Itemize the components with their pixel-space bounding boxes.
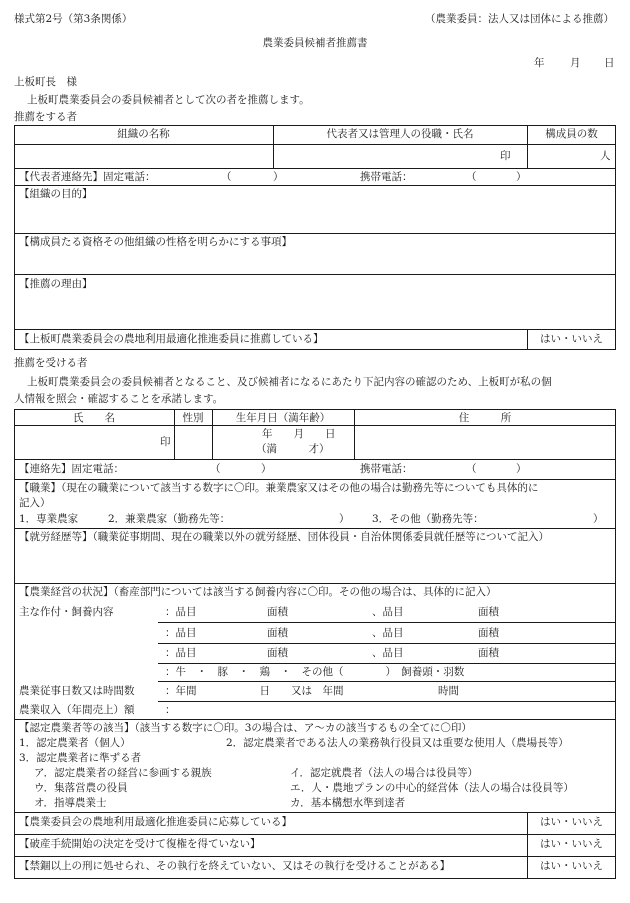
col-representative: 代表者又は管理人の役職・氏名 xyxy=(326,128,474,140)
form-number: 様式第2号（第3条関係） xyxy=(14,13,133,25)
occupation-option-2[interactable]: 2．兼業農家（勤務先等： xyxy=(108,513,231,525)
q1-yes-no[interactable]: はい・いいえ xyxy=(540,816,603,828)
divider xyxy=(14,274,616,275)
divider xyxy=(14,425,616,426)
name-field[interactable] xyxy=(16,427,156,457)
col-org-name: 組織の名称 xyxy=(117,128,170,140)
occupation-option-3[interactable]: 3．その他（勤務先等： xyxy=(372,513,484,525)
divider xyxy=(14,583,616,584)
col-gender: 性別 xyxy=(182,412,204,424)
paren-open: （ xyxy=(466,171,477,183)
reason-label: 【推薦の理由】 xyxy=(19,278,93,290)
org-purpose-label: 【組織の目的】 xyxy=(19,188,93,200)
rep-mobile-label: 携帯電話： xyxy=(360,171,413,183)
cert-option-1[interactable]: 1．認定農業者（個人） xyxy=(19,737,131,749)
area-label: 面積 xyxy=(478,606,499,618)
birth-date-field[interactable]: 年 月 日 xyxy=(262,428,336,440)
divider xyxy=(14,233,616,234)
crop-item: 、品目 xyxy=(372,627,404,639)
crop-item: 、品目 xyxy=(372,647,404,659)
divider xyxy=(158,701,616,702)
divider xyxy=(158,643,616,644)
col-members: 構成員の数 xyxy=(545,128,598,140)
divider xyxy=(14,719,616,720)
date-month: 月 xyxy=(570,57,581,69)
paren-close: ） xyxy=(339,513,350,525)
paren-open: （ xyxy=(466,463,477,475)
cert-option-2[interactable]: 2．認定農業者である法人の業務執行役員又は重要な使用人（農場長等） xyxy=(226,737,569,749)
area-label: 面積 xyxy=(267,606,288,618)
col-name: 氏 名 xyxy=(73,412,115,424)
income-field[interactable]: ： xyxy=(165,704,176,716)
livestock-options[interactable]: ：牛 ・ 豚 ・ 鶏 ・ その他（ ） 飼養頭・羽数 xyxy=(165,666,465,678)
crop-item: ：品目 xyxy=(165,606,197,618)
rep-contact-label: 【代表者連絡先】固定電話： xyxy=(19,171,156,183)
representative-field[interactable] xyxy=(275,146,500,166)
members-count-field[interactable] xyxy=(529,146,599,166)
gender-field[interactable] xyxy=(176,427,210,457)
occupation-option-1[interactable]: 1．専業農家 xyxy=(19,513,79,525)
form-note: （農業委員：法人又は団体による推薦） xyxy=(425,13,614,25)
area-label: 面積 xyxy=(267,627,288,639)
divider xyxy=(158,663,616,664)
age-field[interactable]: （満 才） xyxy=(256,443,330,455)
org-name-field[interactable] xyxy=(16,146,271,166)
consent-text: 人情報を照会・確認することを承諾します。 xyxy=(14,393,224,405)
occupation-heading: 記入） xyxy=(19,497,51,509)
work-days-label: 農業従事日数又は時間数 xyxy=(19,685,135,697)
question-bankruptcy: 【破産手続開始の決定を受けて復権を得ていない】 xyxy=(19,838,261,850)
cert-option-a[interactable]: ア．認定農業者の経営に参画する親族 xyxy=(34,767,212,779)
question-promotion: 【農業委員会の農地利用最適化推進委員に応募している】 xyxy=(19,816,292,828)
col-birth: 生年月日（満年齢） xyxy=(235,412,331,424)
crop-item: 、品目 xyxy=(372,606,404,618)
address-field[interactable] xyxy=(356,427,614,457)
date-day: 日 xyxy=(604,57,615,69)
crop-item: ：品目 xyxy=(165,627,197,639)
crops-label: 主な作付・飼養内容 xyxy=(19,606,114,618)
paren-close: ） xyxy=(261,463,272,475)
paren-open: （ xyxy=(221,171,232,183)
certified-heading: 【認定農業者等の該当】（該当する数字に〇印。3の場合は、ア～カの該当するもの全てに〇印） xyxy=(19,722,472,734)
paren-close: ） xyxy=(273,171,284,183)
members-unit: 人 xyxy=(600,150,611,162)
farm-status-heading: 【農業経営の状況】（畜産部門については該当する飼養内容に〇印。その他の場合は、具体的に記入） xyxy=(19,586,497,598)
work-days-value[interactable]: ：年間 日 又は 年間 時間 xyxy=(165,685,459,697)
divider xyxy=(158,681,616,682)
q3-yes-no[interactable]: はい・いいえ xyxy=(540,860,603,872)
career-heading: 【就労経歴等】（職業従事期間、現在の職業以外の就労経歴、団体役員・自治体関係委員就任歴等について記入） xyxy=(19,531,550,543)
divider xyxy=(14,479,616,480)
divider xyxy=(158,622,616,623)
cert-option-u[interactable]: ウ．集落営農の役員 xyxy=(34,782,128,794)
seal-mark: 印 xyxy=(500,150,511,162)
cert-option-ka[interactable]: カ．基本構想水準到達者 xyxy=(290,797,406,809)
qualification-label: 【構成員たる資格その他組織の性格を明らかにする事項】 xyxy=(19,236,292,248)
paren-close: ） xyxy=(516,171,527,183)
col-address: 住 所 xyxy=(458,412,512,424)
area-label: 面積 xyxy=(478,647,499,659)
recommender-heading: 推薦をする者 xyxy=(14,111,77,123)
divider xyxy=(14,144,616,145)
mobile-label: 携帯電話： xyxy=(360,463,413,475)
area-label: 面積 xyxy=(478,627,499,639)
contact-label: 【連絡先】固定電話： xyxy=(19,463,124,475)
occupation-heading: 【職業】（現在の職業について該当する数字に〇印。兼業農家又はその他の場合は勤務先等についても具体的に xyxy=(19,482,539,494)
paren-close: ） xyxy=(516,463,527,475)
paren-open: （ xyxy=(210,463,221,475)
divider xyxy=(14,459,616,460)
date-year: 年 xyxy=(534,57,545,69)
area-label: 面積 xyxy=(267,647,288,659)
divider xyxy=(14,834,616,835)
seal-mark: 印 xyxy=(160,436,171,448)
divider xyxy=(14,185,616,186)
page-title: 農業委員候補者推薦書 xyxy=(262,37,368,49)
promotion-yes-no[interactable]: はい・いいえ xyxy=(540,333,603,345)
cert-option-e[interactable]: エ．人・農地プランの中心的経営体（法人の場合は役員等） xyxy=(290,782,574,794)
divider xyxy=(14,329,616,330)
crop-item: ：品目 xyxy=(165,647,197,659)
recipient-heading: 推薦を受ける者 xyxy=(14,357,88,369)
consent-text: 上板町農業委員会の委員候補者となること、及び候補者になるにあたり下記内容の確認のため、上板町が私の個 xyxy=(27,376,552,388)
cert-option-o[interactable]: オ．指導農業士 xyxy=(34,797,107,809)
paren-close: ） xyxy=(593,513,604,525)
intro-text: 上板町農業委員会の委員候補者として次の者を推薦します。 xyxy=(27,94,310,106)
cert-option-3[interactable]: 3．認定農業者に準ずる者 xyxy=(19,752,142,764)
question-criminal-record: 【禁錮以上の刑に処せられ、その執行を終えていない、又はその執行を受けることがある】 xyxy=(19,860,451,872)
addressee: 上板町長 様 xyxy=(14,76,77,88)
divider xyxy=(14,856,616,857)
income-label: 農業収入（年間売上）額 xyxy=(19,704,135,716)
promotion-question: 【上板町農業委員会の農地利用最適化推進委員に推薦している】 xyxy=(19,333,324,345)
divider xyxy=(14,168,616,169)
cert-option-i[interactable]: イ．認定就農者（法人の場合は役員等） xyxy=(290,767,479,779)
divider xyxy=(14,528,616,529)
divider xyxy=(14,812,616,813)
q2-yes-no[interactable]: はい・いいえ xyxy=(540,838,603,850)
